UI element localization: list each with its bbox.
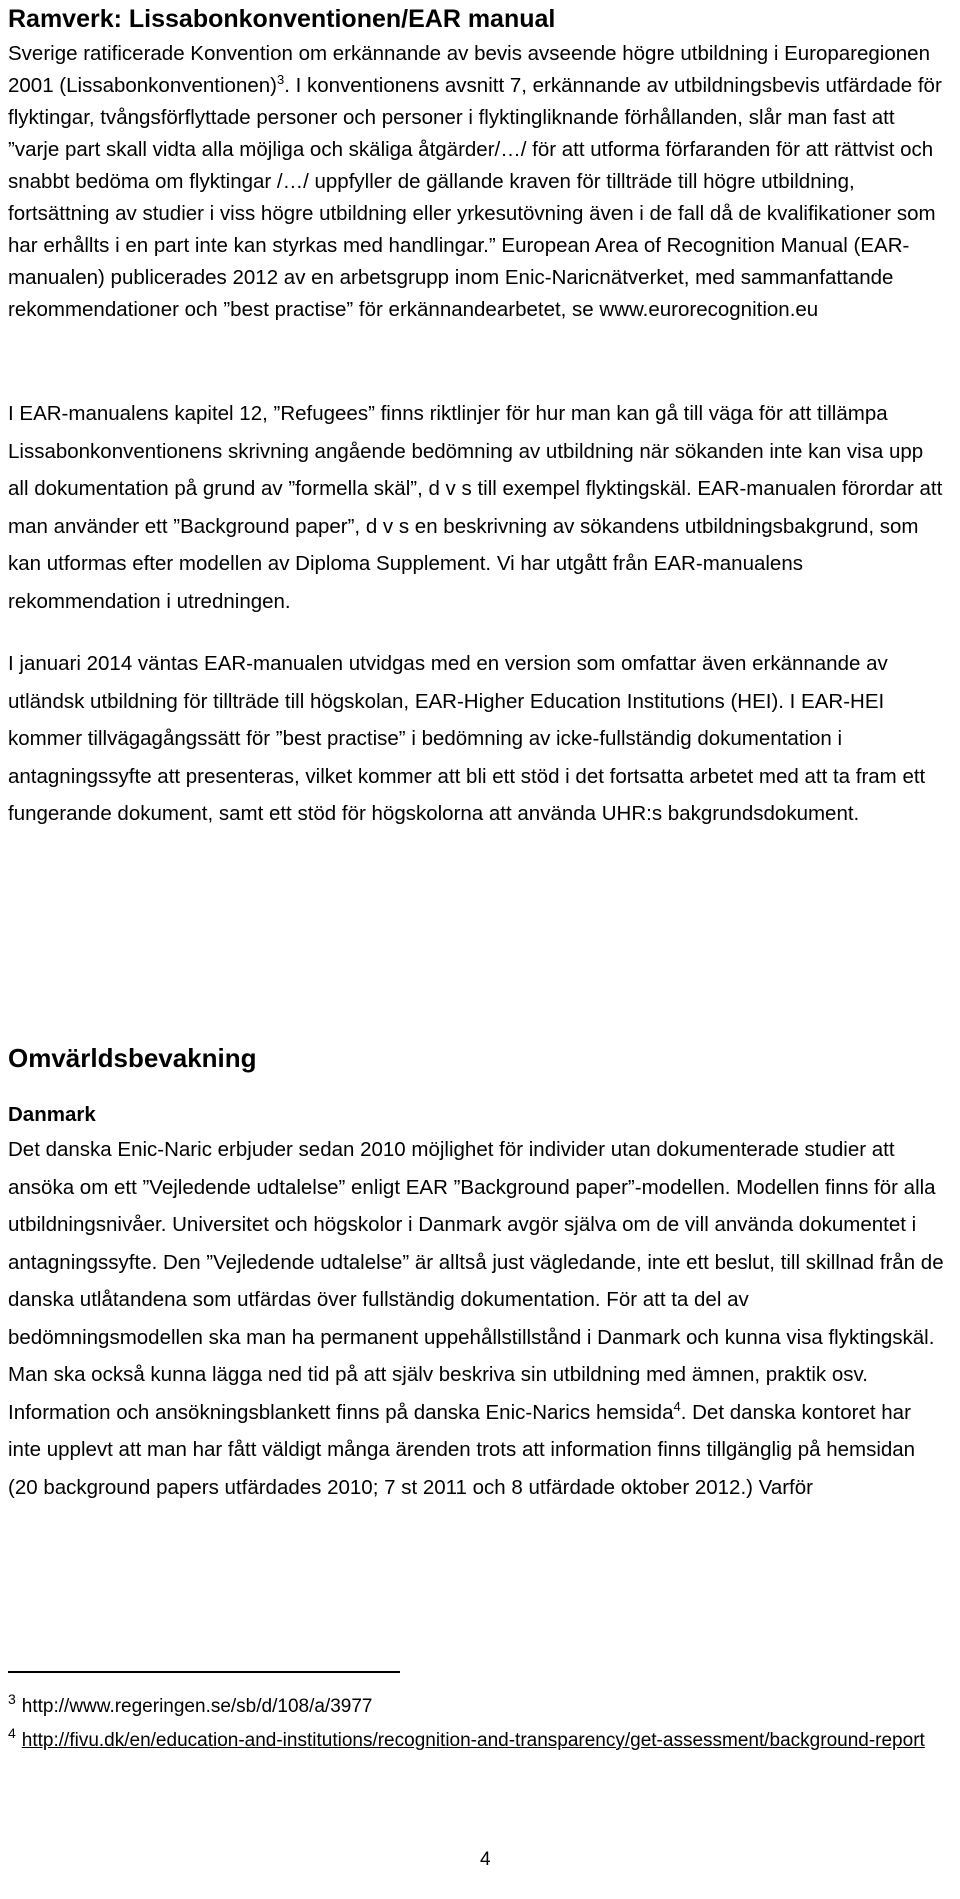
intro-text-continued: . I konventionens avsnitt 7, erkännande av utbildningsbevis utfärdade för flyktingar, tvångsförflyttade personer och personer i flyktingliknande förhållanden, slår man fast att ”varje part skall vidta alla möjliga och skäliga åtgärder/…/ för att utforma förfaranden för att rättvist och snabbt bedöma om flyktingar /…/ uppfyller de gällande kraven för tillträde till högre utbildning, fortsättning av studier i viss högre utbildning eller yrkesutövning även i de fall då de kvalifikationer som har erhållts i en part inte kan styrkas med handlingar.” European Area of Recognition Manual (EAR-manualen) publicerades 2012 av en arbetsgrupp inom Enic-Naricnätverket, med sammanfattande rekommendationer och ”best practise” för erkännandearbetet, se www.eurorecognition.eu — [8, 74, 942, 321]
danmark-text: Det danska Enic-Naric erbjuder sedan 2010 möjlighet för individer utan dokumenterade studier att ansöka om ett ”Vejledende udtalelse” enligt EAR ”Background paper”-modellen. Modellen finns för alla utbildningsnivåer. Universitet och högskolor i Danmark avgör själva om de vill använda dokumentet i antagningssyfte. Den ”Vejledende udtalelse” är alltså just vägledande, inte ett beslut, till skillnad från de danska utlåtandena som utfärdas över fullständig dokumentation. För att ta del av bedömningsmodellen ska man ha permanent uppehållstillstånd i Danmark och kunna visa flyktingskäl. Man ska också kunna lägga ned tid på att själv beskriva sin utbildning med ämnen, praktik osv. Information och ansökningsblankett finns på danska Enic-Narics hemsida — [8, 1138, 944, 1424]
page-number: 4 — [480, 1849, 491, 1870]
footnote-number: 3 — [8, 1691, 16, 1707]
footnote-link[interactable]: http://fivu.dk/en/education-and-institutions/recognition-and-transparency/get-assessment/background-report — [21, 1730, 925, 1751]
paragraph-ear-hei: I januari 2014 väntas EAR-manualen utvidgas med en version som omfattar även erkännande av utländsk utbildning för tillträde till högskolan, EAR-Higher Education Institutions (HEI). I EAR-HEI kommer tillvägagångssätt för ”best practise” i bedömning av icke-fullständig dokumentation i antagningssyfte att presenteras, vilket kommer att bli ett stöd i det fortsatta arbetet med att ta fram ett fungerande dokument, samt ett stöd för högskolorna att använda UHR:s bakgrundsdokument. — [8, 652, 926, 825]
danmark-heading: Danmark — [8, 1103, 96, 1126]
footnote-url: http://www.regeringen.se/sb/d/108/a/3977 — [21, 1696, 373, 1717]
footnote-3 — [8, 1686, 944, 1720]
danmark-text-continued: . Det danska kontoret har inte upplevt att man har fått väldigt många ärenden trots att information finns tillgänglig på hemsidan (20 background papers utfärdades 2010; 7 st 2011 och 8 utfärdade oktober 2012.) Varför — [8, 1400, 916, 1499]
paragraph-ear-refugees: I EAR-manualens kapitel 12, ”Refugees” finns riktlinjer för hur man kan gå till väga för att tillämpa Lissabonkonventionens skrivning angående bedömning av utbildning när sökanden inte kan visa upp all dokumentation på grund av ”formella skäl”, d v s till exempel flyktingskäl. EAR-manualen förordar att man använder ett ”Background paper”, d v s en beskrivning av sökandens utbildningsbakgrund, som kan utformas efter modellen av Diploma Supplement. Vi har utgått från EAR-manualens rekommendation i utredningen. — [8, 402, 943, 613]
section-heading: Ramverk: Lissabonkonventionen/EAR manual — [8, 5, 556, 33]
footnote-ref-4[interactable]: 4 — [673, 1398, 681, 1414]
omvarld-heading: Omvärldsbevakning — [8, 1043, 257, 1073]
footnote-ref-3[interactable]: 3 — [276, 72, 285, 88]
footnotes — [8, 1686, 944, 1754]
footnote-number: 4 — [8, 1725, 16, 1741]
intro-paragraph — [8, 38, 944, 326]
paragraph-danmark — [8, 1131, 944, 1506]
intro-text: Sverige ratificerade Konvention om erkännande av bevis avseende högre utbildning i Europaregionen 2001 (Lissabonkonventionen) — [8, 42, 930, 97]
footnote-separator — [8, 1671, 400, 1673]
footnote-4 — [8, 1720, 944, 1754]
